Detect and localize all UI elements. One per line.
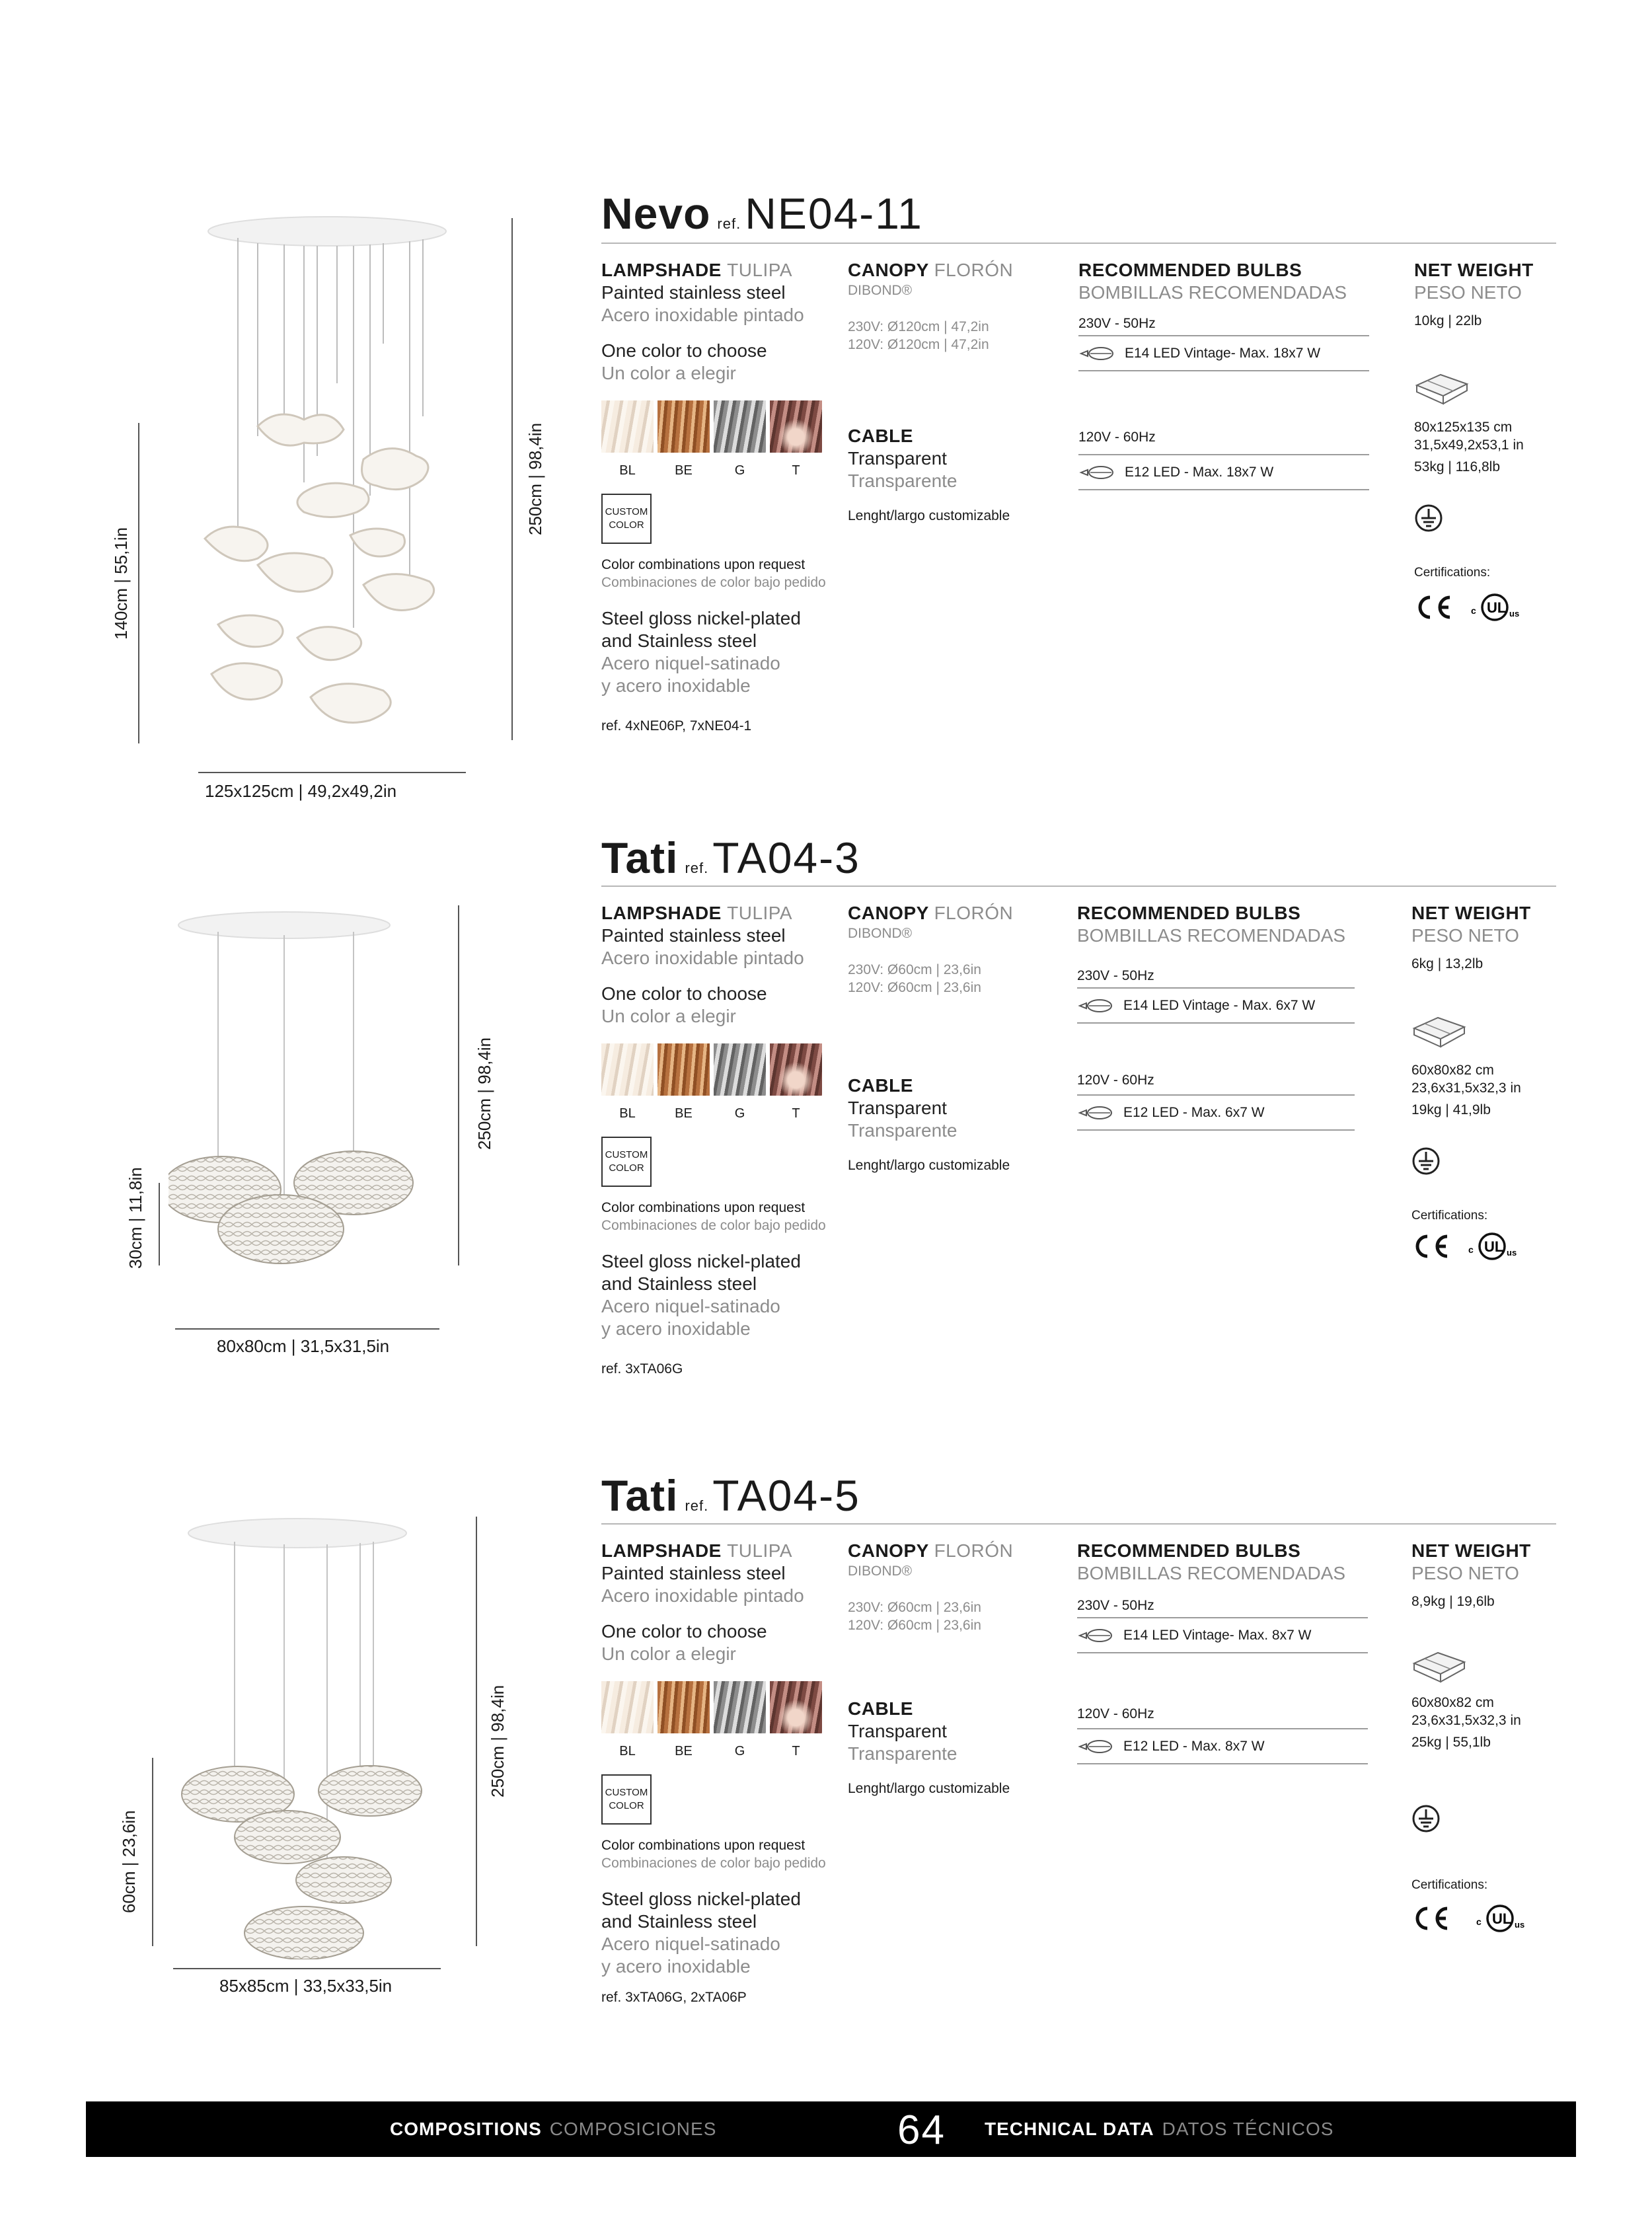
canopy-material: DIBOND® bbox=[848, 926, 913, 941]
box-size-cm: 60x80x82 cm bbox=[1411, 1063, 1494, 1078]
bulb-230-row bbox=[1077, 997, 1388, 1014]
cul-us-mark-icon bbox=[1470, 591, 1524, 623]
packaging-box-icon bbox=[1411, 1647, 1467, 1684]
color-swatches bbox=[601, 1043, 839, 1096]
ref-code: NE04-11 bbox=[745, 189, 923, 238]
ce-mark-icon bbox=[1411, 1905, 1451, 1932]
combos-note: Color combinations upon request bbox=[601, 1200, 806, 1215]
cable-title: CABLE bbox=[848, 1698, 913, 1719]
svg-text:us: us bbox=[1507, 1248, 1517, 1258]
box-size-in: 31,5x49,2x53,1 in bbox=[1414, 437, 1524, 453]
finish-alt-line: Acero niquel-satinado bbox=[601, 1296, 780, 1316]
tati-3-height-label: 30cm | 11,8in bbox=[126, 1167, 145, 1269]
bulbs-divider bbox=[1078, 370, 1369, 371]
finish-line: and Stainless steel bbox=[601, 630, 757, 651]
net-weight: 10kg | 22lb bbox=[1414, 313, 1482, 328]
swatch-bl bbox=[601, 400, 654, 453]
cable-title: CABLE bbox=[848, 426, 913, 446]
cul-us-mark-icon bbox=[1467, 1230, 1521, 1262]
tati-5-total-line bbox=[476, 1517, 477, 1946]
custom-label: COLOR bbox=[609, 1800, 644, 1811]
ref-code: TA04-3 bbox=[712, 833, 860, 882]
product-title bbox=[601, 188, 923, 239]
nevo-height-line bbox=[138, 423, 139, 743]
swatch-be bbox=[657, 1681, 710, 1733]
nevo-width-label: 125x125cm | 49,2x49,2in bbox=[205, 781, 397, 801]
canopy-material: DIBOND® bbox=[848, 283, 913, 298]
bulbs-230v: 230V - 50Hz bbox=[1077, 1598, 1154, 1613]
cert-logos bbox=[1414, 591, 1573, 623]
custom-label: CUSTOM bbox=[605, 506, 648, 517]
finish-line: Steel gloss nickel-plated bbox=[601, 1889, 801, 1909]
led-bulb-icon bbox=[1077, 1738, 1114, 1755]
bulbs-divider bbox=[1078, 454, 1369, 455]
bulbs-divider bbox=[1077, 1094, 1355, 1096]
ref-label: ref. bbox=[685, 1497, 709, 1514]
bulbs-divider bbox=[1078, 489, 1369, 490]
lampshade-material-alt: Acero inoxidable pintado bbox=[601, 305, 804, 325]
ce-mark-icon bbox=[1411, 1233, 1451, 1260]
title-rule bbox=[601, 886, 1556, 887]
swatch-labels bbox=[601, 459, 839, 482]
swatch-label: BL bbox=[619, 1106, 636, 1121]
cable-value-alt: Transparente bbox=[848, 1120, 957, 1141]
svg-text:UL: UL bbox=[1487, 599, 1507, 616]
canopy-column bbox=[848, 902, 1066, 1174]
product-title bbox=[601, 1470, 860, 1521]
bulb-230-row bbox=[1077, 1626, 1388, 1644]
bulbs-230v: 230V - 50Hz bbox=[1077, 968, 1154, 983]
canopy-title: CANOPY bbox=[848, 903, 929, 923]
bulb-120-row bbox=[1077, 1737, 1388, 1755]
cable-value-alt: Transparente bbox=[848, 471, 957, 491]
cable-value: Transparent bbox=[848, 1721, 947, 1741]
bulbs-divider bbox=[1077, 1617, 1368, 1618]
nevo-height-label: 140cm | 55,1in bbox=[111, 527, 131, 640]
bulbs-divider bbox=[1077, 987, 1355, 989]
swatch-be bbox=[657, 400, 710, 453]
bulbs-divider bbox=[1077, 1022, 1355, 1024]
canopy-120v: 120V: Ø120cm | 47,2in bbox=[848, 337, 989, 352]
bulbs-column bbox=[1077, 902, 1388, 1131]
bulb-120-text: E12 LED - Max. 8x7 W bbox=[1123, 1739, 1265, 1754]
weight-column bbox=[1414, 259, 1573, 623]
led-bulb-icon bbox=[1077, 1104, 1114, 1121]
cert-label: Certifications: bbox=[1411, 1878, 1488, 1892]
swatch-label: BL bbox=[619, 1744, 636, 1758]
custom-color-box bbox=[601, 1137, 652, 1187]
ground-symbol-icon bbox=[1411, 1804, 1441, 1833]
product-name: Nevo bbox=[601, 189, 711, 238]
tati-3-total-label: 250cm | 98,4in bbox=[474, 1037, 494, 1150]
cable-note: Lenght/largo customizable bbox=[848, 508, 1010, 523]
parts-ref: ref. 3xTA06G bbox=[601, 1361, 683, 1377]
lampshade-title: LAMPSHADE bbox=[601, 1540, 722, 1561]
cable-value: Transparent bbox=[848, 448, 947, 469]
gross-weight: 25kg | 55,1lb bbox=[1411, 1735, 1491, 1750]
swatch-label: T bbox=[792, 1744, 800, 1758]
nevo-width-line bbox=[198, 772, 466, 773]
swatch-label: G bbox=[734, 1106, 745, 1121]
gross-weight: 53kg | 116,8lb bbox=[1414, 459, 1500, 474]
lampshade-color-alt: Un color a elegir bbox=[601, 1643, 736, 1664]
custom-label: COLOR bbox=[609, 519, 644, 531]
finish-alt-line: Acero niquel-satinado bbox=[601, 653, 780, 673]
cert-logos bbox=[1411, 1903, 1570, 1934]
swatch-g bbox=[714, 400, 766, 453]
lampshade-column bbox=[601, 1540, 839, 2006]
combos-note-alt: Combinaciones de color bajo pedido bbox=[601, 575, 826, 590]
bulb-230-text: E14 LED Vintage- Max. 8x7 W bbox=[1123, 1628, 1312, 1643]
bulbs-divider bbox=[1078, 335, 1369, 336]
box-size-cm: 80x125x135 cm bbox=[1414, 420, 1513, 435]
canopy-title-alt: FLORÓN bbox=[934, 1540, 1014, 1561]
title-rule bbox=[601, 243, 1556, 244]
footer-technical-data-alt: DATOS TÉCNICOS bbox=[1162, 2119, 1334, 2139]
custom-color-box bbox=[601, 1774, 652, 1825]
packaging-box-icon bbox=[1411, 1012, 1467, 1049]
led-bulb-icon bbox=[1077, 997, 1114, 1014]
cable-value-alt: Transparente bbox=[848, 1743, 957, 1764]
swatch-t bbox=[770, 1043, 822, 1096]
bulbs-divider bbox=[1077, 1129, 1355, 1131]
weight-title: NET WEIGHT bbox=[1411, 1540, 1531, 1561]
ref-label: ref. bbox=[717, 215, 741, 232]
swatch-label: BE bbox=[675, 1744, 693, 1758]
finish-line: and Stainless steel bbox=[601, 1911, 757, 1932]
lampshade-material: Painted stainless steel bbox=[601, 1563, 786, 1583]
finish-alt-line: y acero inoxidable bbox=[601, 675, 751, 696]
tati-5-width-line bbox=[173, 1968, 441, 1969]
led-bulb-icon bbox=[1078, 464, 1115, 481]
svg-text:c: c bbox=[1471, 605, 1476, 616]
canopy-title-alt: FLORÓN bbox=[934, 260, 1014, 280]
ground-symbol-icon bbox=[1411, 1147, 1441, 1176]
tati-3-total-line bbox=[458, 905, 459, 1265]
canopy-title: CANOPY bbox=[848, 1540, 929, 1561]
swatch-label: T bbox=[792, 463, 800, 478]
canopy-column bbox=[848, 259, 1066, 525]
footer-bar bbox=[86, 2101, 1576, 2157]
canopy-column bbox=[848, 1540, 1066, 1797]
footer-section-right bbox=[985, 2119, 1333, 2140]
swatch-labels bbox=[601, 1740, 839, 1762]
swatch-bl bbox=[601, 1681, 654, 1733]
nevo-total-label: 250cm | 98,4in bbox=[525, 422, 545, 535]
bulbs-title: RECOMMENDED BULBS bbox=[1077, 903, 1301, 923]
weight-title-alt: PESO NETO bbox=[1414, 282, 1522, 303]
bulbs-divider bbox=[1077, 1728, 1368, 1729]
weight-title-alt: PESO NETO bbox=[1411, 925, 1519, 946]
gross-weight: 19kg | 41,9lb bbox=[1411, 1102, 1491, 1117]
net-weight: 8,9kg | 19,6lb bbox=[1411, 1594, 1495, 1609]
ground-symbol-icon bbox=[1414, 504, 1443, 533]
ce-mark-icon bbox=[1414, 594, 1454, 621]
parts-ref: ref. 4xNE06P, 7xNE04-1 bbox=[601, 718, 752, 734]
weight-title: NET WEIGHT bbox=[1414, 260, 1534, 280]
canopy-230v: 230V: Ø120cm | 47,2in bbox=[848, 319, 989, 334]
custom-label: COLOR bbox=[609, 1162, 644, 1174]
combos-note: Color combinations upon request bbox=[601, 1838, 806, 1853]
color-swatches bbox=[601, 1681, 839, 1733]
lampshade-color-alt: Un color a elegir bbox=[601, 363, 736, 383]
bulbs-230v: 230V - 50Hz bbox=[1078, 316, 1156, 331]
footer-compositions-alt: COMPOSICIONES bbox=[549, 2119, 717, 2139]
footer-technical-data: TECHNICAL DATA bbox=[985, 2119, 1154, 2139]
bulbs-divider bbox=[1077, 1763, 1368, 1764]
parts-ref: ref. 3xTA06G, 2xTA06P bbox=[601, 1990, 747, 2005]
bulbs-120v: 120V - 60Hz bbox=[1077, 1706, 1154, 1721]
bulbs-title-alt: BOMBILLAS RECOMENDADAS bbox=[1077, 925, 1346, 946]
weight-column bbox=[1411, 902, 1570, 1262]
lampshade-title: LAMPSHADE bbox=[601, 903, 722, 923]
bulbs-title: RECOMMENDED BULBS bbox=[1077, 1540, 1301, 1561]
cert-logos bbox=[1411, 1230, 1570, 1262]
bulb-230-text: E14 LED Vintage - Max. 6x7 W bbox=[1123, 998, 1316, 1013]
lampshade-title-alt: TULIPA bbox=[727, 1540, 793, 1561]
lampshade-color: One color to choose bbox=[601, 340, 767, 361]
cable-value: Transparent bbox=[848, 1098, 947, 1118]
swatch-labels bbox=[601, 1102, 839, 1125]
tati-5-lamp-illustration bbox=[172, 1510, 449, 1959]
cert-label: Certifications: bbox=[1414, 566, 1491, 580]
canopy-material: DIBOND® bbox=[848, 1564, 913, 1579]
lampshade-color-alt: Un color a elegir bbox=[601, 1006, 736, 1026]
tati-5-height-line bbox=[152, 1758, 153, 1946]
bulbs-column bbox=[1077, 1540, 1388, 1764]
nevo-lamp-illustration bbox=[185, 205, 489, 753]
product-title bbox=[601, 833, 860, 883]
product-name: Tati bbox=[601, 833, 679, 882]
ref-label: ref. bbox=[685, 860, 709, 876]
finish-line: Steel gloss nickel-plated bbox=[601, 1251, 801, 1271]
led-bulb-icon bbox=[1077, 1627, 1114, 1644]
packaging-box-icon bbox=[1414, 369, 1470, 406]
svg-text:c: c bbox=[1468, 1244, 1474, 1255]
custom-label: CUSTOM bbox=[605, 1787, 648, 1798]
cable-title: CABLE bbox=[848, 1075, 913, 1096]
combos-note: Color combinations upon request bbox=[601, 557, 806, 572]
swatch-t bbox=[770, 400, 822, 453]
lampshade-material: Painted stainless steel bbox=[601, 925, 786, 946]
cert-label: Certifications: bbox=[1411, 1209, 1488, 1223]
cable-note: Lenght/largo customizable bbox=[848, 1158, 1010, 1173]
finish-alt-line: y acero inoxidable bbox=[601, 1956, 751, 1977]
canopy-120v: 120V: Ø60cm | 23,6in bbox=[848, 980, 981, 995]
swatch-label: G bbox=[734, 463, 745, 478]
finish-alt-line: Acero niquel-satinado bbox=[601, 1934, 780, 1954]
footer-section-left bbox=[390, 2119, 716, 2140]
svg-text:us: us bbox=[1509, 609, 1520, 619]
lampshade-title: LAMPSHADE bbox=[601, 260, 722, 280]
bulb-120-row bbox=[1077, 1104, 1388, 1121]
lampshade-color: One color to choose bbox=[601, 1621, 767, 1642]
page-number: 64 bbox=[897, 2107, 946, 2153]
ref-code: TA04-5 bbox=[712, 1471, 860, 1520]
box-size-in: 23,6x31,5x32,3 in bbox=[1411, 1713, 1521, 1728]
bulb-120-text: E12 LED - Max. 18x7 W bbox=[1125, 465, 1274, 480]
lampshade-material-alt: Acero inoxidable pintado bbox=[601, 948, 804, 968]
cable-note: Lenght/largo customizable bbox=[848, 1781, 1010, 1796]
bulbs-title-alt: BOMBILLAS RECOMENDADAS bbox=[1077, 1563, 1346, 1583]
color-swatches bbox=[601, 400, 839, 453]
box-size-cm: 60x80x82 cm bbox=[1411, 1695, 1494, 1710]
combos-note-alt: Combinaciones de color bajo pedido bbox=[601, 1218, 826, 1233]
svg-text:UL: UL bbox=[1484, 1238, 1504, 1255]
svg-text:UL: UL bbox=[1492, 1910, 1512, 1927]
net-weight: 6kg | 13,2lb bbox=[1411, 956, 1483, 971]
box-size-in: 23,6x31,5x32,3 in bbox=[1411, 1080, 1521, 1096]
tati-3-width-line bbox=[175, 1328, 439, 1330]
product-name: Tati bbox=[601, 1471, 679, 1520]
swatch-bl bbox=[601, 1043, 654, 1096]
lampshade-title-alt: TULIPA bbox=[727, 903, 793, 923]
weight-column bbox=[1411, 1540, 1570, 1934]
tati-3-width-label: 80x80cm | 31,5x31,5in bbox=[217, 1336, 390, 1356]
svg-text:c: c bbox=[1476, 1916, 1482, 1927]
swatch-label: BL bbox=[619, 463, 636, 478]
bulb-230-text: E14 LED Vintage- Max. 18x7 W bbox=[1125, 346, 1321, 361]
canopy-120v: 120V: Ø60cm | 23,6in bbox=[848, 1618, 981, 1633]
footer-compositions: COMPOSITIONS bbox=[390, 2119, 542, 2139]
lampshade-column bbox=[601, 259, 839, 735]
lampshade-material-alt: Acero inoxidable pintado bbox=[601, 1585, 804, 1606]
swatch-be bbox=[657, 1043, 710, 1096]
lampshade-color: One color to choose bbox=[601, 983, 767, 1004]
bulbs-120v: 120V - 60Hz bbox=[1078, 430, 1156, 445]
canopy-title: CANOPY bbox=[848, 260, 929, 280]
tati-5-height-label: 60cm | 23,6in bbox=[119, 1810, 139, 1913]
swatch-label: T bbox=[792, 1106, 800, 1121]
bulb-120-text: E12 LED - Max. 6x7 W bbox=[1123, 1105, 1265, 1120]
swatch-label: G bbox=[734, 1744, 745, 1758]
svg-text:us: us bbox=[1515, 1920, 1525, 1930]
bulbs-divider bbox=[1077, 1652, 1368, 1653]
bulb-230-row bbox=[1078, 344, 1389, 362]
finish-line: and Stainless steel bbox=[601, 1273, 757, 1294]
combos-note-alt: Combinaciones de color bajo pedido bbox=[601, 1856, 826, 1871]
tati-5-total-label: 250cm | 98,4in bbox=[488, 1684, 507, 1797]
custom-color-box bbox=[601, 494, 652, 544]
finish-line: Steel gloss nickel-plated bbox=[601, 608, 801, 628]
lampshade-material: Painted stainless steel bbox=[601, 282, 786, 303]
swatch-g bbox=[714, 1681, 766, 1733]
swatch-label: BE bbox=[675, 1106, 693, 1121]
bulbs-title: RECOMMENDED BULBS bbox=[1078, 260, 1302, 280]
tati-3-height-line bbox=[159, 1183, 160, 1265]
weight-title-alt: PESO NETO bbox=[1411, 1563, 1519, 1583]
finish-alt-line: y acero inoxidable bbox=[601, 1318, 751, 1339]
swatch-t bbox=[770, 1681, 822, 1733]
canopy-230v: 230V: Ø60cm | 23,6in bbox=[848, 962, 981, 977]
bulb-120-row bbox=[1078, 463, 1389, 481]
weight-title: NET WEIGHT bbox=[1411, 903, 1531, 923]
led-bulb-icon bbox=[1078, 345, 1115, 362]
lampshade-title-alt: TULIPA bbox=[727, 260, 793, 280]
lampshade-column bbox=[601, 902, 839, 1378]
custom-label: CUSTOM bbox=[605, 1149, 648, 1160]
tati-5-width-label: 85x85cm | 33,5x33,5in bbox=[219, 1976, 393, 1996]
bulbs-column bbox=[1078, 259, 1389, 490]
canopy-title-alt: FLORÓN bbox=[934, 903, 1014, 923]
nevo-total-line bbox=[511, 218, 513, 740]
cul-us-mark-icon bbox=[1475, 1903, 1529, 1934]
bulbs-title-alt: BOMBILLAS RECOMENDADAS bbox=[1078, 282, 1347, 303]
title-rule bbox=[601, 1523, 1556, 1525]
canopy-230v: 230V: Ø60cm | 23,6in bbox=[848, 1600, 981, 1615]
swatch-label: BE bbox=[675, 463, 693, 478]
tati-3-lamp-illustration bbox=[169, 905, 439, 1275]
swatch-g bbox=[714, 1043, 766, 1096]
bulbs-120v: 120V - 60Hz bbox=[1077, 1073, 1154, 1088]
